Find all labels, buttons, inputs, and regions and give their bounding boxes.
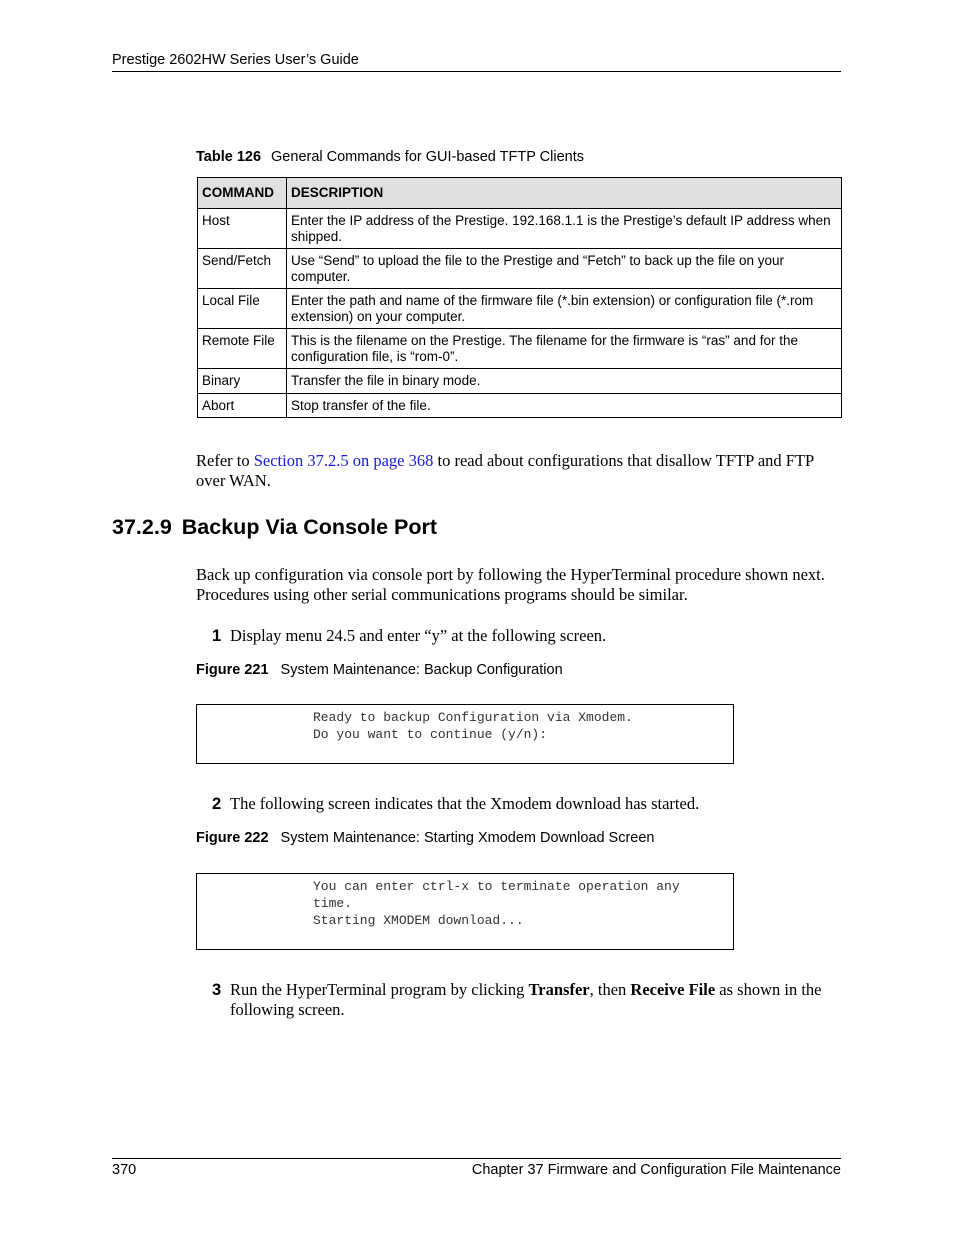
table-caption-text: General Commands for GUI-based TFTP Clients <box>271 149 584 165</box>
step-text: The following screen indicates that the Xmodem download has started. <box>230 794 700 813</box>
console-line: time. <box>313 896 353 911</box>
command-cell: Binary <box>198 369 287 394</box>
step-item <box>212 794 846 814</box>
figure-number: Figure 222 <box>196 830 269 846</box>
description-cell: Enter the IP address of the Prestige. 192.168.1.1 is the Prestige’s default IP address when shipped. <box>287 209 842 249</box>
table-row <box>198 393 842 418</box>
step-number: 1 <box>212 627 222 645</box>
description-cell: Stop transfer of the file. <box>287 393 842 418</box>
commands-table <box>197 177 842 418</box>
console-line: You can enter ctrl-x to terminate operation any <box>313 879 680 894</box>
step-item <box>212 980 846 1020</box>
footer-chapter-title: Chapter 37 Firmware and Configuration File Maintenance <box>471 1162 841 1178</box>
page-number: 370 <box>112 1162 137 1178</box>
table-row <box>198 289 842 329</box>
command-cell: Abort <box>198 393 287 418</box>
step-number: 2 <box>212 795 222 813</box>
table-row <box>198 209 842 249</box>
command-cell: Remote File <box>198 329 287 369</box>
intro-paragraph: Back up configuration via console port by following the HyperTerminal procedure shown next. Procedures using other serial communications programs should be similar. <box>196 565 825 604</box>
step-number: 3 <box>212 981 222 999</box>
table-caption-number: Table 126 <box>196 149 262 165</box>
step-item <box>212 626 846 646</box>
refer-text-before: Refer to <box>196 451 254 470</box>
console-line: Do you want to continue (y/n): <box>313 727 548 742</box>
command-cell: Local File <box>198 289 287 329</box>
column-header-description: DESCRIPTION <box>287 178 842 209</box>
table-caption <box>196 149 584 165</box>
console-line: Ready to backup Configuration via Xmodem. <box>313 710 633 725</box>
description-cell: Use “Send” to upload the file to the Prestige and “Fetch” to back up the file on your computer. <box>287 249 842 289</box>
figure-caption <box>196 830 655 846</box>
step-text-part: , then <box>589 980 631 999</box>
table-row <box>198 249 842 289</box>
table-header-row <box>198 178 842 209</box>
header-divider <box>112 71 841 72</box>
figure-caption-text: System Maintenance: Starting Xmodem Download Screen <box>280 830 655 846</box>
step-text: Display menu 24.5 and enter “y” at the following screen. <box>230 626 607 645</box>
figure-caption <box>196 662 563 678</box>
refer-text-after: to read about configurations that disallow TFTP and FTP over WAN. <box>196 451 814 490</box>
description-cell: Enter the path and name of the firmware file (*.bin extension) or configuration file (*.rom extension) on your computer. <box>287 289 842 329</box>
command-cell: Host <box>198 209 287 249</box>
console-screen-xmodem <box>196 873 734 950</box>
figure-caption-text: System Maintenance: Backup Configuration <box>280 662 563 678</box>
command-cell: Send/Fetch <box>198 249 287 289</box>
description-cell: Transfer the file in binary mode. <box>287 369 842 394</box>
section-number: 37.2.9 <box>112 515 172 539</box>
step-text <box>230 980 846 1020</box>
footer-divider <box>112 1158 841 1159</box>
console-screen-backup <box>196 704 734 764</box>
running-header: Prestige 2602HW Series User’s Guide <box>112 52 359 68</box>
table-row <box>198 369 842 394</box>
table-row <box>198 329 842 369</box>
console-line: Starting XMODEM download... <box>313 913 524 928</box>
section-title: Backup Via Console Port <box>181 515 438 539</box>
transfer-menu-label: Transfer <box>528 980 590 999</box>
figure-number: Figure 221 <box>196 662 269 678</box>
step-text-part: as shown in the following screen. <box>230 980 822 1019</box>
refer-paragraph <box>196 451 846 491</box>
step-text-part: Run the HyperTerminal program by clicking <box>230 980 529 999</box>
section-heading <box>112 515 437 540</box>
column-header-command: COMMAND <box>198 178 287 209</box>
receive-file-label: Receive File <box>630 980 716 999</box>
description-cell: This is the filename on the Prestige. The filename for the firmware is “ras” and for the configuration file, is “rom-0”. <box>287 329 842 369</box>
section-cross-reference-link[interactable]: Section 37.2.5 on page 368 <box>253 451 434 470</box>
